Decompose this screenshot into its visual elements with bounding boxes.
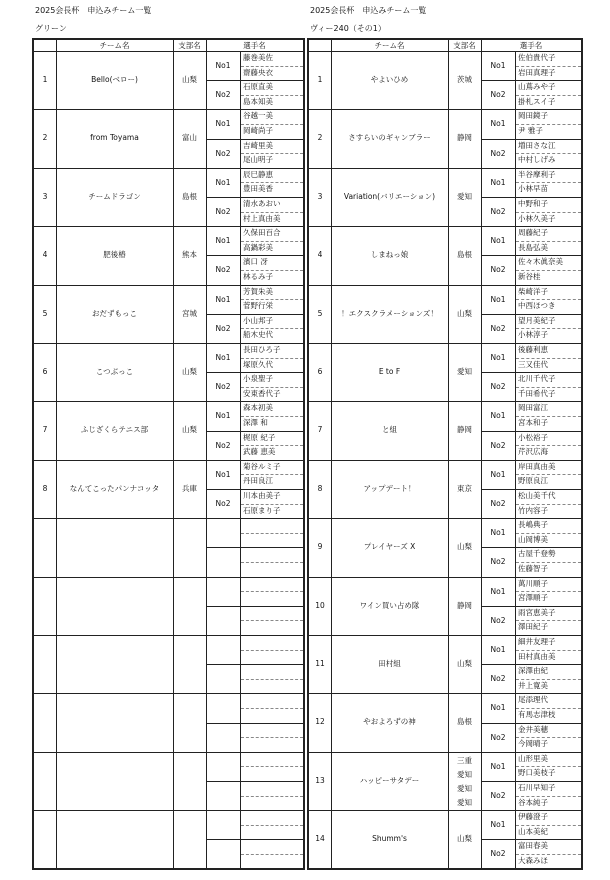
pair-label: No1 (490, 820, 506, 830)
player-separator (241, 650, 303, 651)
row-number: 5 (42, 308, 48, 318)
player-name: 齋藤央衣 (243, 67, 273, 77)
row-separator (34, 693, 303, 694)
player-name: 三又佳代 (518, 359, 548, 369)
player-name: 千田希代子 (518, 388, 556, 398)
team-name: Variation(バリエーション) (343, 191, 436, 201)
pair-label: No2 (490, 732, 506, 742)
player-separator (241, 854, 303, 855)
row-number: 8 (42, 483, 48, 493)
player-name: 周藤紀子 (518, 228, 548, 238)
pair-label: No1 (490, 353, 506, 362)
player-name: 岡崎尚子 (243, 126, 273, 135)
row-number: 5 (317, 308, 323, 318)
player-separator (241, 679, 303, 680)
player-name: 岡田富江 (518, 403, 548, 413)
pair-label: No2 (215, 323, 231, 333)
branch-name: 三重 愛知 愛知 愛知 (457, 755, 472, 807)
player-name: 石原直美 (243, 82, 273, 92)
team-name: やよいひめ (370, 75, 409, 84)
player-name: 松山美千代 (518, 491, 556, 500)
player-name: 中野和子 (518, 199, 548, 208)
player-name: 尾山明子 (243, 155, 273, 165)
player-name: 長嶋典子 (518, 520, 548, 530)
row-number: 9 (317, 542, 323, 552)
row-number: 1 (42, 75, 48, 84)
player-name: 長島弘美 (518, 242, 548, 252)
player-name: 野原良江 (518, 476, 548, 486)
player-name: 清水あおい (243, 199, 281, 208)
player-name: 小泉聖子 (243, 374, 273, 384)
player-name: 濱口 冴 (243, 257, 268, 267)
player-name: 小林久美子 (518, 213, 556, 223)
pair-label: No1 (215, 177, 231, 187)
player-name: 豊田美香 (243, 184, 273, 194)
branch-name: 宮城 (182, 308, 197, 318)
player-separator (241, 796, 303, 797)
player-name: 谷本純子 (518, 797, 548, 807)
pair-label: No2 (490, 674, 506, 684)
header-team: チーム名 (99, 41, 130, 50)
header-branch: 支部名 (453, 41, 476, 50)
team-name: なんてこったパンナコッタ (69, 483, 160, 493)
branch-name: 山梨 (182, 367, 197, 376)
right-team-table (307, 38, 583, 870)
player-name: 佐藤智子 (518, 564, 548, 573)
player-name: 村上真由美 (243, 213, 281, 223)
header-branch: 支部名 (178, 41, 201, 50)
player-name: 梶原 紀子 (243, 432, 276, 442)
player-name: 芹沢広海 (518, 447, 548, 457)
player-name: 久保田百合 (243, 228, 281, 238)
row-number: 11 (315, 659, 325, 668)
row-number: 10 (315, 600, 325, 610)
player-name: 田村真由美 (518, 651, 556, 661)
player-name: 竹内容子 (518, 505, 548, 515)
branch-name: 島根 (457, 717, 472, 727)
pair-label: No2 (215, 265, 231, 275)
pair-label: No2 (215, 148, 231, 158)
header-players: 選手名 (519, 41, 543, 50)
player-name: 宮本和子 (518, 418, 548, 427)
player-name: 有馬志津枝 (518, 710, 556, 719)
player-name: 増田さな江 (518, 140, 556, 150)
row-separator (34, 635, 303, 636)
player-name: 島本知美 (243, 96, 273, 106)
team-name: チームドラゴン (88, 191, 141, 201)
player-separator (241, 708, 303, 709)
team-name: やおよろずの神 (363, 717, 416, 727)
branch-name: 山梨 (182, 75, 197, 84)
player-name: 富田春美 (518, 841, 548, 851)
branch-name: 富山 (182, 133, 197, 143)
player-name: 野口美枝子 (518, 768, 556, 778)
pair-label: No2 (490, 440, 506, 450)
player-name: 深澤由紀 (518, 666, 548, 676)
player-name: 小林早苗 (518, 184, 548, 194)
player-name: 柴崎洋子 (518, 286, 548, 296)
row-number: 1 (317, 75, 323, 84)
row-number: 13 (315, 775, 325, 785)
pair-separator (206, 606, 303, 607)
pair-label: No2 (490, 323, 506, 333)
player-separator (241, 591, 303, 592)
player-name: 森本初美 (243, 403, 273, 413)
pair-label: No1 (215, 294, 231, 304)
team-name: ふじざくらテニス部 (80, 425, 149, 435)
player-name: 古屋千登勢 (518, 549, 556, 559)
player-name: 川本由美子 (243, 491, 281, 500)
player-name: 深澤 和 (243, 418, 268, 427)
player-name: 小林淳子 (518, 330, 548, 340)
row-number: 3 (317, 191, 323, 201)
branch-name: 兵庫 (182, 483, 197, 493)
team-name: こつぶっこ (95, 367, 134, 376)
pair-separator (206, 547, 303, 548)
player-separator (241, 766, 303, 767)
pair-separator (206, 781, 303, 782)
pair-label: No2 (490, 207, 506, 216)
player-name: 岡田鏡子 (518, 111, 548, 121)
pair-label: No2 (490, 849, 506, 859)
pair-label: No1 (215, 236, 231, 246)
team-name: from Toyama (90, 133, 139, 143)
branch-name: 熊本 (182, 250, 197, 260)
branch-name: 島根 (457, 250, 472, 260)
right-subtitle: ヴィー240（その1） (310, 24, 386, 33)
pair-label: No2 (490, 557, 506, 567)
branch-name: 山梨 (457, 659, 472, 668)
pair-label: No1 (215, 119, 231, 129)
player-name: 辰巳静恵 (243, 169, 273, 179)
player-name: 半谷摩利子 (518, 169, 556, 179)
pair-label: No2 (215, 90, 231, 100)
player-name: 尹 雅子 (518, 126, 543, 135)
player-name: 山岡博美 (518, 534, 548, 544)
player-name: 伊藤澄子 (518, 812, 548, 822)
player-name: 雨宮恵美子 (518, 607, 556, 617)
team-name: おだずもっこ (92, 308, 137, 318)
player-name: 丹田良江 (243, 476, 273, 486)
player-name: 中西ほつき (518, 301, 556, 311)
branch-name: 山梨 (457, 308, 472, 318)
pair-label: No1 (215, 353, 231, 362)
player-name: 石川早知子 (518, 783, 556, 792)
row-number: 8 (317, 483, 323, 493)
branch-name: 愛知 (457, 367, 472, 376)
pair-label: No1 (215, 469, 231, 479)
row-separator (34, 518, 303, 519)
row-separator (34, 810, 303, 811)
right-title: 2025会長杯 申込みチーム一覧 (310, 6, 427, 15)
player-name: 細井友理子 (518, 637, 556, 646)
team-name: しまねっ娘 (370, 250, 409, 260)
row-separator (34, 577, 303, 578)
pair-label: No2 (490, 615, 506, 625)
row-number: 2 (317, 133, 323, 143)
pair-label: No2 (215, 440, 231, 450)
player-name: 山蔦みや子 (518, 82, 556, 92)
row-number: 3 (42, 191, 48, 201)
player-name: 佐伯貴代子 (518, 53, 556, 62)
header-team: チーム名 (374, 41, 405, 50)
pair-label: No1 (490, 61, 506, 70)
player-name: 武藤 恵美 (243, 447, 276, 457)
branch-name: 島根 (182, 191, 197, 201)
player-name: 澤田紀子 (518, 622, 548, 632)
header-players: 選手名 (243, 41, 266, 50)
row-number: 12 (315, 717, 325, 727)
player-name: 芳賀朱美 (243, 286, 273, 296)
row-number: 6 (317, 367, 323, 376)
pair-label: No2 (490, 382, 506, 392)
pair-label: No2 (490, 265, 506, 275)
team-name: と組 (382, 425, 397, 435)
branch-name: 茨城 (457, 75, 472, 84)
row-number: 4 (42, 250, 48, 260)
team-name: ハッピーサタデー (359, 775, 420, 785)
branch-name: 静岡 (457, 133, 472, 143)
pair-separator (206, 839, 303, 840)
player-name: 高鍋彩美 (243, 242, 273, 252)
branch-name: 愛知 (457, 191, 472, 201)
player-separator (241, 737, 303, 738)
pair-label: No2 (215, 382, 231, 392)
pair-label: No2 (490, 90, 506, 100)
player-name: 谷越一美 (243, 111, 273, 121)
player-name: 岩田真理子 (518, 67, 556, 77)
team-name: ワイン買い占め隊 (359, 600, 420, 610)
team-name: プレイヤーズ X (363, 542, 416, 552)
row-number: 14 (315, 834, 325, 844)
player-name: 安東香代子 (243, 388, 281, 398)
pair-label: No1 (490, 469, 506, 479)
player-name: 大森みほ (518, 856, 548, 865)
branch-name: 静岡 (457, 600, 472, 610)
branch-name: 山梨 (457, 542, 472, 552)
player-name: 金井美穂 (518, 724, 548, 734)
player-separator (241, 533, 303, 534)
pair-label: No1 (490, 528, 506, 538)
pair-label: No1 (490, 236, 506, 246)
branch-name: 東京 (457, 483, 472, 493)
pair-label: No2 (490, 148, 506, 158)
branch-name: 静岡 (457, 425, 472, 435)
player-name: 船木史代 (243, 330, 273, 340)
player-name: 後藤利恵 (518, 345, 548, 354)
pair-label: No1 (490, 119, 506, 129)
player-separator (241, 825, 303, 826)
player-name: 菊谷ルミ子 (243, 461, 281, 471)
pair-label: No1 (490, 761, 506, 771)
pair-label: No1 (490, 177, 506, 187)
player-name: 中村しげみ (518, 155, 556, 165)
pair-label: No2 (490, 791, 506, 800)
branch-name: 山梨 (182, 425, 197, 435)
pair-label: No1 (490, 645, 506, 654)
player-separator (241, 620, 303, 621)
branch-name: 山梨 (457, 834, 472, 844)
pair-label: No1 (490, 703, 506, 713)
player-name: 山本美紀 (518, 826, 548, 836)
player-name: 尾添理代 (518, 695, 548, 705)
player-name: 山形里美 (518, 753, 548, 763)
left-title: 2025会長杯 申込みチーム一覧 (35, 6, 152, 15)
row-number: 4 (317, 250, 323, 260)
team-name: さすらいのギャンブラー (348, 133, 431, 143)
player-separator (241, 562, 303, 563)
pair-label: No1 (490, 586, 506, 596)
pair-label: No2 (490, 499, 506, 508)
player-name: 井上寛美 (518, 680, 548, 690)
player-name: 掛札スイ子 (518, 96, 556, 106)
player-name: 北川千代子 (518, 374, 556, 384)
player-name: 長田ひろ子 (243, 345, 281, 354)
pair-label: No2 (215, 207, 231, 216)
row-number: 7 (317, 425, 323, 435)
player-name: 新谷桂 (518, 272, 541, 281)
player-name: 石原まり子 (243, 505, 281, 515)
team-name: Bello(ベロー) (91, 75, 138, 84)
left-subtitle: グリーン (35, 24, 67, 33)
player-name: 藤巻美佐 (243, 53, 273, 62)
player-name: 小松裕子 (518, 432, 548, 442)
team-name: E to F (378, 367, 401, 376)
player-name: 林るみ子 (243, 272, 273, 281)
row-number: 2 (42, 133, 48, 143)
pair-label: No1 (215, 411, 231, 421)
team-name: ！エクスクラメーションズ！ (341, 308, 438, 318)
pair-label: No1 (215, 61, 231, 70)
row-separator (34, 752, 303, 753)
pair-separator (206, 664, 303, 665)
left-team-table (32, 38, 305, 870)
pair-label: No1 (490, 294, 506, 304)
player-name: 佐々木眞奈美 (518, 257, 563, 267)
player-name: 宮澤順子 (518, 593, 548, 603)
player-name: 塚原久代 (243, 359, 273, 369)
player-name: 小山邦子 (243, 315, 273, 325)
row-number: 7 (42, 425, 48, 435)
team-name: アップデート！ (363, 483, 416, 493)
player-name: 菅野行栄 (243, 301, 273, 311)
team-name: 肥後椿 (103, 250, 126, 260)
player-name: 萬川順子 (518, 578, 548, 588)
team-name: Shumm's (372, 834, 407, 844)
row-number: 6 (42, 367, 48, 376)
pair-label: No2 (215, 499, 231, 508)
player-name: 吉崎里美 (243, 140, 273, 150)
pair-separator (206, 723, 303, 724)
player-name: 今岡晴子 (518, 739, 548, 749)
player-name: 岸田真由美 (518, 461, 556, 471)
player-name: 望月美紀子 (518, 315, 556, 325)
team-name: 田村組 (378, 659, 401, 668)
pair-label: No1 (490, 411, 506, 421)
